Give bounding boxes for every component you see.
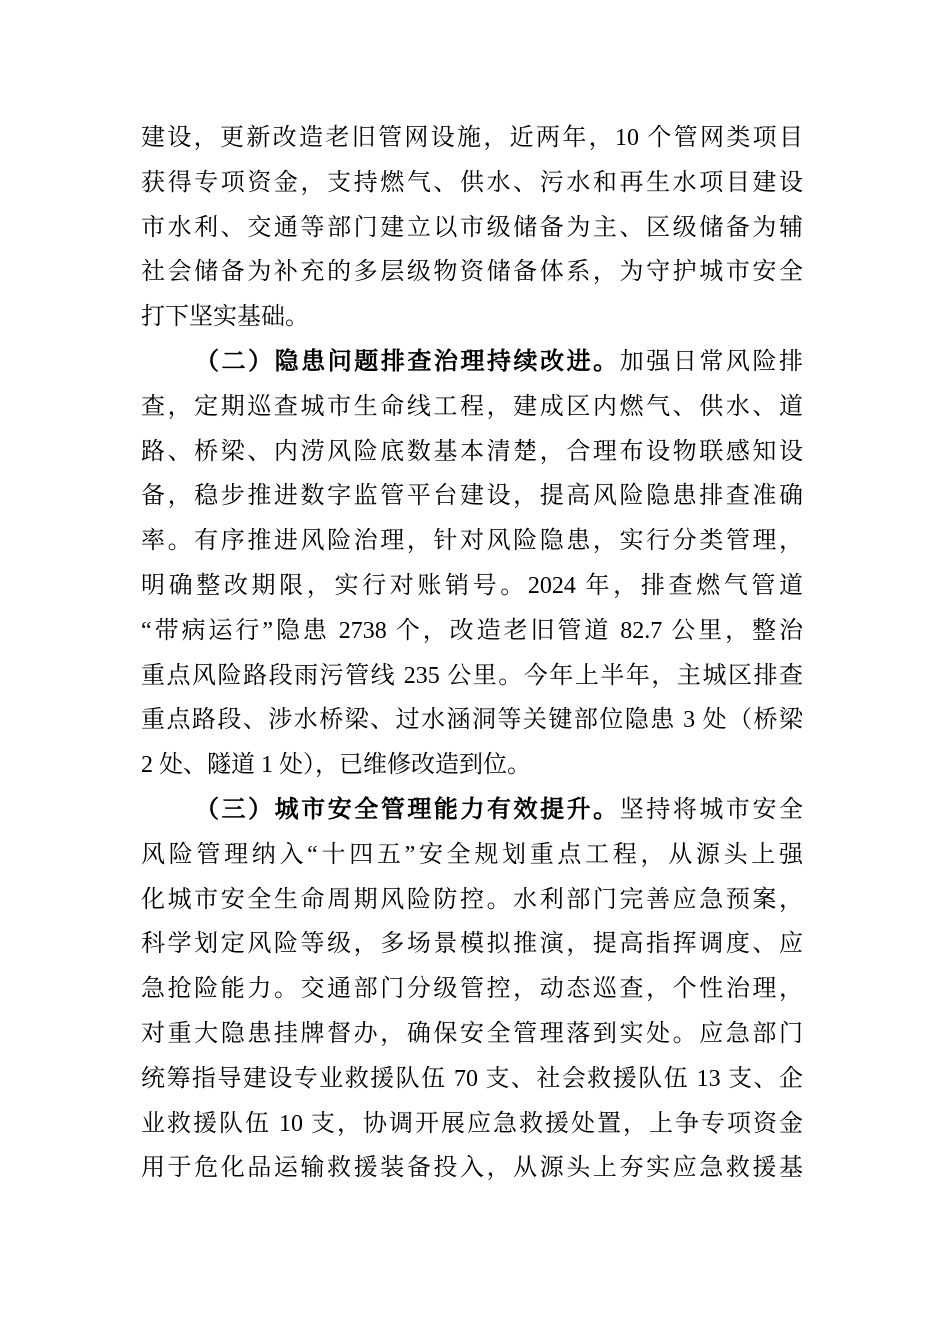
line-text: 备，稳步推进数字监管平台建设，提高风险隐患排查准确 [141,483,803,510]
text-line [141,250,803,295]
text-line [141,1146,803,1191]
text-line [141,967,803,1012]
text-line [141,1102,803,1147]
line-text: 建设，更新改造老旧管网设施，近两年，10 个管网类项目 [141,125,803,151]
line-text: 急抢险能力。交通部门分级管控，动态巡查，个性治理， [141,976,803,1003]
line-text: 重点路段、涉水桥梁、过水涵洞等关键部位隐患 3 处（桥梁 [141,707,803,734]
line-text: 加强日常风险排 [619,348,803,375]
section-heading-line [141,788,803,833]
text-line [141,295,803,340]
text-line [141,698,803,743]
text-line [141,1012,803,1057]
line-text: 风险管理纳入“十四五”安全规划重点工程，从源头上强 [141,841,803,868]
line-text: 用于危化品运输救援装备投入，从源头上夯实应急救援基 [141,1155,803,1182]
section-heading-line [141,340,803,385]
text-line [141,430,803,475]
line-text: 坚持将城市安全 [619,796,803,823]
line-text: 率。有序推进风险治理，针对风险隐患，实行分类管理， [141,528,803,555]
line-text: 查，定期巡查城市生命线工程，建成区内燃气、供水、道 [141,393,803,420]
text-block [141,116,803,1191]
text-line [141,519,803,564]
text-line [141,206,803,251]
line-text: 业救援队伍 10 支，协调开展应急救援处置，上争专项资金 [141,1110,803,1137]
line-text: 路、桥梁、内涝风险底数基本清楚，合理布设物联感知设 [141,438,803,465]
text-line [141,654,803,699]
text-line [141,609,803,654]
text-line [141,564,803,609]
text-line [141,878,803,923]
text-line [141,116,803,161]
text-line [141,833,803,878]
line-text: 化城市安全生命周期风险防控。水利部门完善应急预案， [141,886,803,913]
line-text: 科学划定风险等级，多场景模拟推演，提高指挥调度、应 [141,931,803,958]
line-text: 重点风险路段雨污管线 235 公里。今年上半年，主城区排查 [141,662,803,689]
text-line [141,474,803,519]
text-line [141,743,803,788]
line-text: 统筹指导建设专业救援队伍 70 支、社会救援队伍 13 支、企 [141,1065,803,1092]
line-text: 市水利、交通等部门建立以市级储备为主、区级储备为辅 [141,214,803,241]
text-line [141,1057,803,1102]
section-heading: （二）隐患问题排查治理持续改进。 [195,348,620,375]
text-line [141,161,803,206]
line-text: 社会储备为补充的多层级物资储备体系，为守护城市安全 [141,259,803,286]
line-text: 对重大隐患挂牌督办，确保安全管理落到实处。应急部门 [141,1020,803,1047]
line-text: “带病运行”隐患 2738 个，改造老旧管道 82.7 公里，整治 [141,617,803,644]
section-heading: （三）城市安全管理能力有效提升。 [195,796,620,823]
line-text: 打下坚实基础。 [141,304,309,331]
text-line [141,922,803,967]
line-text: 明确整改期限，实行对账销号。2024 年，排查燃气管道 [141,572,803,599]
line-text: 2 处、隧道 1 处），已维修改造到位。 [141,752,531,779]
text-line [141,385,803,430]
line-text: 获得专项资金，支持燃气、供水、污水和再生水项目建设 [141,169,803,196]
